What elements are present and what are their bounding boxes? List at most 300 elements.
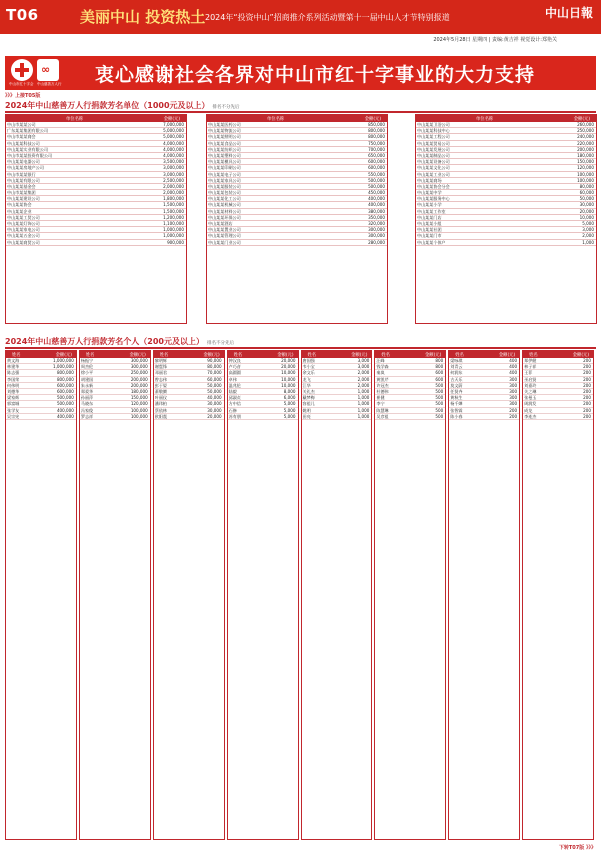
donor-name: 中山市某某投资有限公司	[7, 152, 53, 158]
donor-name: 戴梦梅	[302, 395, 315, 401]
donor-name: 龙飞	[302, 376, 311, 382]
donation-amount: 550,000	[368, 171, 385, 177]
table-row	[207, 240, 387, 246]
donation-amount: 3,000	[582, 227, 594, 233]
column-header-amount: 金额(元)	[498, 353, 516, 358]
donor-name: 中山某某机械公司	[208, 202, 241, 208]
donor-name: 王菲	[524, 370, 533, 376]
donation-amount: 150,000	[130, 395, 148, 401]
orgs-title-text: 2024年中山慈善万人行捐款芳名单位（1000元及以上）	[5, 101, 210, 110]
table-row	[6, 240, 186, 246]
persons-section-title	[5, 336, 234, 347]
donor-name: 中山某某小组	[417, 221, 442, 226]
donation-amount: 600,000	[368, 165, 385, 171]
donation-amount: 90,000	[207, 358, 222, 363]
donation-amount: 500	[435, 395, 444, 401]
donation-amount: 2,000	[357, 370, 370, 376]
donation-amount: 2,000	[357, 382, 370, 388]
donation-amount: 1,000,000	[53, 364, 74, 370]
org-label-charity: 中山慈善万人行	[37, 82, 62, 86]
column-header-amount: 金额(元)	[55, 353, 72, 358]
persons-table	[5, 350, 77, 840]
column-header-amount: 金额(元)	[277, 353, 294, 358]
donor-name: 中山某某门市	[417, 233, 442, 239]
persons-table	[79, 350, 151, 840]
donation-amount: 280,000	[368, 239, 385, 245]
column-header-name: 姓名	[455, 353, 464, 358]
donor-name: 高圆圆	[228, 370, 241, 376]
donor-name: 吴宗宪	[7, 413, 20, 419]
donor-name: 中山某某贸易公司	[417, 140, 450, 146]
donation-amount: 5,000,000	[163, 134, 184, 140]
orgs-section-title	[5, 100, 240, 111]
donor-name: 中山某某个体户	[417, 239, 446, 245]
donation-amount: 10,000	[579, 214, 594, 220]
donor-name: 唐国强	[302, 358, 315, 363]
column-header-amount: 金额(元)	[573, 117, 590, 122]
donor-name: 中山某某包装公司	[208, 190, 241, 196]
donor-name: 中山某某基金会	[7, 183, 36, 189]
section-divider	[5, 347, 596, 349]
donation-amount: 1,500,000	[163, 202, 184, 208]
donor-name: 中山某某化工公司	[208, 196, 241, 202]
donor-name: 欧阳震	[154, 413, 168, 419]
donor-name: 中山某某模具公司	[208, 159, 241, 165]
donor-name: 卢巧音	[228, 364, 241, 370]
donation-amount: 200	[509, 407, 518, 413]
donation-amount: 120,000	[577, 165, 594, 171]
donation-amount: 80,000	[207, 364, 222, 370]
persons-table	[374, 350, 446, 840]
column-header-name: 姓名	[233, 353, 243, 358]
donation-amount: 60,000	[579, 190, 594, 196]
column-header-amount: 金额(元)	[425, 353, 442, 358]
donation-amount: 20,000	[579, 208, 594, 214]
donation-amount: 260,000	[577, 122, 594, 127]
donation-amount: 2,000,000	[163, 190, 184, 196]
donor-name: 李国荣	[7, 376, 20, 382]
donor-name: 任贤齐	[450, 388, 463, 394]
donation-amount: 2,000	[582, 233, 594, 239]
donation-amount: 3,000	[357, 364, 370, 370]
page-code: T06	[6, 6, 39, 24]
donor-name: 中山某某工作室	[417, 208, 446, 214]
donation-amount: 3,000,000	[163, 171, 184, 177]
donor-name: 中山某某家电公司	[7, 227, 40, 233]
donor-name: 钱学森	[376, 364, 389, 370]
donor-name: 中山某某纺织公司	[208, 146, 241, 152]
donor-name: 吴彦祖	[376, 413, 389, 419]
orgs-note: 排名不分先后	[212, 105, 240, 110]
donor-name: 何润东	[450, 370, 463, 376]
donor-name: 林子祥	[524, 364, 537, 370]
donor-name: 古天乐	[450, 376, 463, 382]
donation-amount: 2,000,000	[163, 183, 184, 189]
column-header-name: 姓名	[12, 353, 21, 358]
continued-from: 》》》上接T05版	[5, 93, 41, 99]
donor-name: 莫文蔚	[450, 382, 463, 388]
donor-name: 邓丽君	[154, 370, 168, 376]
donor-name: 黄秋生	[450, 395, 463, 401]
donation-amount: 80,000	[579, 183, 594, 189]
table-row	[228, 414, 298, 420]
donor-name: 中山某某设备公司	[417, 159, 450, 165]
donation-amount: 10,000	[281, 370, 296, 376]
donor-name: 杨千嬅	[450, 401, 463, 407]
donation-amount: 200,000	[577, 146, 594, 152]
donor-name: 中山某某发展公司	[417, 146, 450, 152]
donation-amount: 3,500,000	[163, 159, 184, 165]
persons-note: 排名不分先后	[206, 341, 234, 346]
donation-amount: 650,000	[368, 152, 385, 158]
donor-name: 林建华	[7, 364, 20, 370]
table-header	[6, 351, 76, 358]
column-header-amount: 金额(元)	[203, 353, 220, 358]
donor-name: 叶丽仪	[154, 395, 168, 401]
donation-amount: 5,000	[582, 221, 594, 226]
donation-amount: 500,000	[368, 177, 385, 183]
donation-amount: 30,000	[207, 401, 222, 407]
donation-amount: 1,000	[357, 395, 370, 401]
donation-amount: 850,000	[368, 122, 385, 127]
donation-amount: 300,000	[368, 227, 385, 233]
table-header	[449, 351, 519, 358]
donation-amount: 1,000	[357, 413, 370, 419]
donation-amount: 3,000	[357, 358, 370, 363]
donor-name: 中山某某科技公司	[7, 140, 40, 146]
donation-amount: 800,000	[56, 376, 74, 382]
donor-name: 中山某某实业有限公司	[7, 146, 48, 152]
donor-name: 李宁	[376, 401, 385, 407]
donor-name: 关礼杰	[302, 388, 315, 394]
donor-name: 中山某某电器公司	[7, 159, 40, 165]
donor-name: 中山市某某集团	[7, 190, 36, 196]
donor-name: 曾志伟	[154, 376, 168, 382]
donor-name: 邱淑贞	[228, 395, 241, 401]
section-title: 美丽中山 投资热土	[80, 8, 206, 26]
donor-name: 中山某某社团	[417, 227, 442, 233]
continued-to: 下转T07版 》》》	[558, 845, 596, 851]
donor-name: 杨振宁	[80, 358, 94, 363]
donation-amount: 1,000	[582, 239, 594, 245]
table-row	[449, 414, 519, 420]
column-header-name: 姓名	[307, 353, 317, 358]
donor-name: 温兆伦	[228, 382, 241, 388]
donor-name: 中山某某工贸公司	[7, 214, 40, 220]
donor-name: 胡建国	[80, 376, 94, 382]
donation-amount: 200	[583, 364, 591, 370]
donation-amount: 300	[509, 388, 518, 394]
persons-table	[522, 350, 594, 840]
donation-amount: 600	[435, 370, 444, 376]
table-header	[154, 351, 224, 358]
donor-name: 萧敬腾	[154, 388, 168, 394]
donation-amount: 500	[435, 407, 444, 413]
donor-name: 梁咏琪	[450, 358, 463, 363]
donor-name: 张曼玉	[524, 395, 537, 401]
donation-amount: 500	[435, 401, 444, 407]
donation-amount: 180,000	[130, 388, 148, 394]
column-header-name: 单位名称	[66, 117, 84, 122]
donor-name: 中山某某中学	[417, 190, 442, 196]
donor-name: 中山某某文化公司	[417, 165, 450, 171]
donor-name: 中山某某门店	[417, 214, 442, 220]
donation-amount: 50,000	[579, 196, 594, 202]
donor-name: 中山某某卫浴公司	[417, 122, 450, 127]
donor-name: 中山某某物流公司	[208, 128, 241, 134]
table-header	[228, 351, 298, 358]
column-header-name: 姓名	[85, 353, 95, 358]
column-header-name: 姓名	[529, 353, 538, 358]
donation-amount: 1,000	[357, 388, 370, 394]
donation-amount: 200	[583, 395, 591, 401]
donation-amount: 70,000	[207, 370, 222, 376]
donor-name: 中山某某企业	[7, 208, 32, 214]
donor-name: 中山某某置业公司	[208, 227, 241, 233]
donation-amount: 1,200,000	[163, 214, 184, 220]
donation-amount: 5,000	[283, 407, 296, 413]
persons-table-group	[5, 350, 596, 840]
donor-name: 梁家辉	[7, 395, 20, 401]
donation-amount: 300	[509, 401, 518, 407]
donation-amount: 600,000	[56, 388, 74, 394]
donation-amount: 5,000	[283, 401, 296, 407]
donor-name: 中山市某某公司	[7, 122, 36, 127]
donor-name: 黎明辉	[154, 358, 168, 363]
donor-name: 郑爱华	[80, 388, 94, 394]
donor-name: 张学友	[7, 407, 20, 413]
donation-amount: 6,000	[283, 395, 296, 401]
donation-amount: 800,000	[368, 134, 385, 140]
donation-amount: 10,000	[281, 376, 296, 382]
donation-amount: 240,000	[577, 134, 594, 140]
donor-name: 中山某某灯饰公司	[7, 221, 40, 226]
donation-amount: 7,000,000	[163, 122, 184, 127]
column-header-amount: 金额(元)	[351, 353, 368, 358]
donation-amount: 350,000	[368, 214, 385, 220]
donor-name: 中山某某门业公司	[208, 239, 241, 245]
donor-name: 陈志强	[7, 370, 20, 376]
donation-amount: 800,000	[368, 128, 385, 134]
donation-amount: 20,000	[281, 358, 296, 363]
donation-amount: 200	[583, 388, 591, 394]
red-cross-icon	[11, 59, 33, 81]
dateline-text: 2024年5月28日 星期四 | 责编:黄吉祥 视觉设计:郑艳关	[433, 37, 557, 43]
donation-amount: 4,000,000	[163, 140, 184, 146]
donation-amount: 300,000	[130, 364, 148, 370]
donation-amount: 50,000	[207, 388, 222, 394]
table-row	[523, 414, 593, 420]
donation-amount: 8,000	[283, 388, 296, 394]
donation-amount: 1,000,000	[53, 358, 74, 363]
donation-amount: 4,000,000	[163, 146, 184, 152]
donation-amount: 50,000	[207, 382, 222, 388]
donation-amount: 200,000	[130, 376, 148, 382]
donor-name: 中山某某商贸公司	[7, 239, 40, 245]
donation-amount: 2,000	[357, 376, 370, 382]
donation-amount: 900,000	[167, 239, 184, 245]
donation-amount: 1,800,000	[163, 196, 184, 202]
donation-amount: 30,000	[579, 202, 594, 208]
donation-amount: 400	[509, 370, 518, 376]
donor-name: 杜德伟	[376, 388, 389, 394]
donation-amount: 600,000	[368, 159, 385, 165]
column-header-name: 姓名	[381, 353, 390, 358]
table-header	[6, 115, 186, 122]
donor-name: 中山某某工程公司	[417, 134, 450, 140]
donation-amount: 400,000	[56, 407, 74, 413]
donation-amount: 200	[583, 358, 591, 363]
donation-amount: 1,000	[357, 407, 370, 413]
donation-amount: 40,000	[207, 395, 222, 401]
table-row	[302, 414, 372, 420]
donation-amount: 5,000	[283, 413, 296, 419]
donor-name: 石修	[228, 407, 237, 413]
donor-name: 周杰伦	[80, 364, 94, 370]
table-row	[154, 414, 224, 420]
donation-amount: 500,000	[56, 395, 74, 401]
persons-title-text: 2024年中山慈善万人行捐款芳名个人（200元及以上）	[5, 337, 204, 346]
donation-amount: 1,000	[357, 401, 370, 407]
donation-amount: 500	[435, 413, 444, 419]
table-row	[6, 414, 76, 420]
donation-amount: 20,000	[281, 364, 296, 370]
donor-name: 李连杰	[524, 413, 537, 419]
donation-amount: 100,000	[130, 407, 148, 413]
donation-amount: 4,000,000	[163, 152, 184, 158]
org-label-redcross: 中山市红十字会	[9, 82, 34, 86]
donation-amount: 380,000	[368, 208, 385, 214]
donor-name: 中山某某照明公司	[208, 134, 241, 140]
donation-amount: 5,000,000	[163, 128, 184, 134]
donation-amount: 300	[509, 382, 518, 388]
donor-name: 田亮	[302, 413, 311, 419]
donor-name: 钟汉良	[228, 358, 241, 363]
donation-amount: 400	[509, 358, 518, 363]
donation-amount: 700,000	[368, 146, 385, 152]
donation-amount: 1,000,000	[163, 233, 184, 239]
donor-name: 冯家俊	[80, 407, 94, 413]
donation-amount: 3,000,000	[163, 165, 184, 171]
table-header	[416, 115, 596, 122]
donation-amount: 150,000	[577, 159, 594, 165]
donor-name: 卓伟	[228, 376, 237, 382]
newspaper-logo: 中山日報	[544, 6, 593, 20]
charity-logo-icon: ∞	[37, 59, 59, 81]
donor-name: 江华	[302, 382, 311, 388]
donor-name: 中山某某电子公司	[208, 171, 241, 177]
donation-amount: 250,000	[577, 128, 594, 134]
donation-amount: 300,000	[368, 233, 385, 239]
donor-name: 陈小春	[450, 413, 463, 419]
donor-name: 黄文海	[7, 358, 20, 363]
donor-name: 中山某某服装公司	[208, 183, 241, 189]
donation-amount: 800	[435, 358, 444, 363]
donation-amount: 750,000	[368, 140, 385, 146]
donor-name: 容祖儿	[302, 401, 315, 407]
donation-amount: 60,000	[207, 376, 222, 382]
donation-amount: 300	[509, 376, 518, 382]
donor-name: 中山某某协会	[7, 202, 32, 208]
donor-name: 刘青云	[450, 364, 463, 370]
donor-name: 何伟明	[7, 382, 20, 388]
column-header-name: 单位名称	[476, 117, 494, 122]
donor-name: 广东某某集团有限公司	[7, 128, 48, 134]
table-row	[80, 414, 150, 420]
donation-amount: 120,000	[130, 401, 148, 407]
donor-name: 谢霆锋	[154, 364, 168, 370]
donation-amount: 500	[435, 388, 444, 394]
table-row	[375, 414, 445, 420]
donor-name: 中山某某食品公司	[208, 140, 241, 146]
donor-name: 张智霖	[450, 407, 463, 413]
column-header-name: 单位名称	[267, 117, 285, 122]
table-header	[302, 351, 372, 358]
donor-name: 刘德华	[7, 388, 20, 394]
donation-amount: 1,000,000	[163, 227, 184, 233]
donation-amount: 200	[583, 407, 591, 413]
dateline	[0, 34, 601, 45]
persons-table	[301, 350, 373, 840]
donor-name: 朱永新	[80, 382, 94, 388]
donation-amount: 800,000	[56, 370, 74, 376]
donor-name: 秦岚	[376, 370, 385, 376]
donation-amount: 200	[583, 401, 591, 407]
headline-banner	[5, 56, 596, 90]
donation-amount: 1,100,000	[163, 221, 184, 226]
donor-name: 许冠杰	[376, 382, 389, 388]
donation-amount: 100,000	[130, 413, 148, 419]
donation-amount: 180,000	[577, 152, 594, 158]
donation-amount: 200	[509, 413, 518, 419]
donor-name: 中山某某有限公司	[7, 177, 40, 183]
donation-amount: 300	[509, 395, 518, 401]
donation-amount: 200	[583, 382, 591, 388]
donor-name: 周润发	[524, 401, 537, 407]
donor-name: 中山某某塑料公司	[208, 152, 241, 158]
table-row	[416, 240, 596, 246]
donor-name: 孙丽萍	[80, 395, 94, 401]
donation-amount: 10,000	[281, 382, 296, 388]
donation-amount: 20,000	[207, 413, 222, 419]
donation-amount: 200	[583, 413, 591, 419]
donor-name: 彭于晏	[154, 382, 168, 388]
donor-name: 陆毅	[228, 388, 237, 394]
donor-name: 余文乐	[302, 370, 315, 376]
donor-name: 郭富城	[7, 401, 20, 407]
donation-amount: 800	[435, 364, 444, 370]
donation-amount: 200	[583, 376, 591, 382]
donor-name: 中山某某五金公司	[7, 233, 40, 239]
donor-name: 蔡依林	[154, 407, 168, 413]
donor-name: 中山某某房地产公司	[7, 165, 44, 171]
table-header	[80, 351, 150, 358]
donor-name: 黄凯芹	[376, 376, 389, 382]
donor-name: 中山某某工业公司	[417, 171, 450, 177]
donation-amount: 500,000	[368, 183, 385, 189]
donor-name: 中山某某科技中心	[417, 128, 450, 134]
persons-table	[227, 350, 299, 840]
donor-name: 潘玮柏	[154, 401, 168, 407]
donor-name: 中山某某小学	[417, 202, 442, 208]
donor-name: 巫启贤	[524, 376, 537, 382]
series-title: 2024年“投资中山”招商推介系列活动暨第十一届中山人才节特别报道	[205, 13, 450, 22]
donation-amount: 400,000	[368, 202, 385, 208]
section-divider	[5, 111, 596, 113]
donor-name: 中山某某建设公司	[7, 196, 40, 202]
donation-amount: 600	[435, 376, 444, 382]
donation-amount: 30,000	[207, 407, 222, 413]
